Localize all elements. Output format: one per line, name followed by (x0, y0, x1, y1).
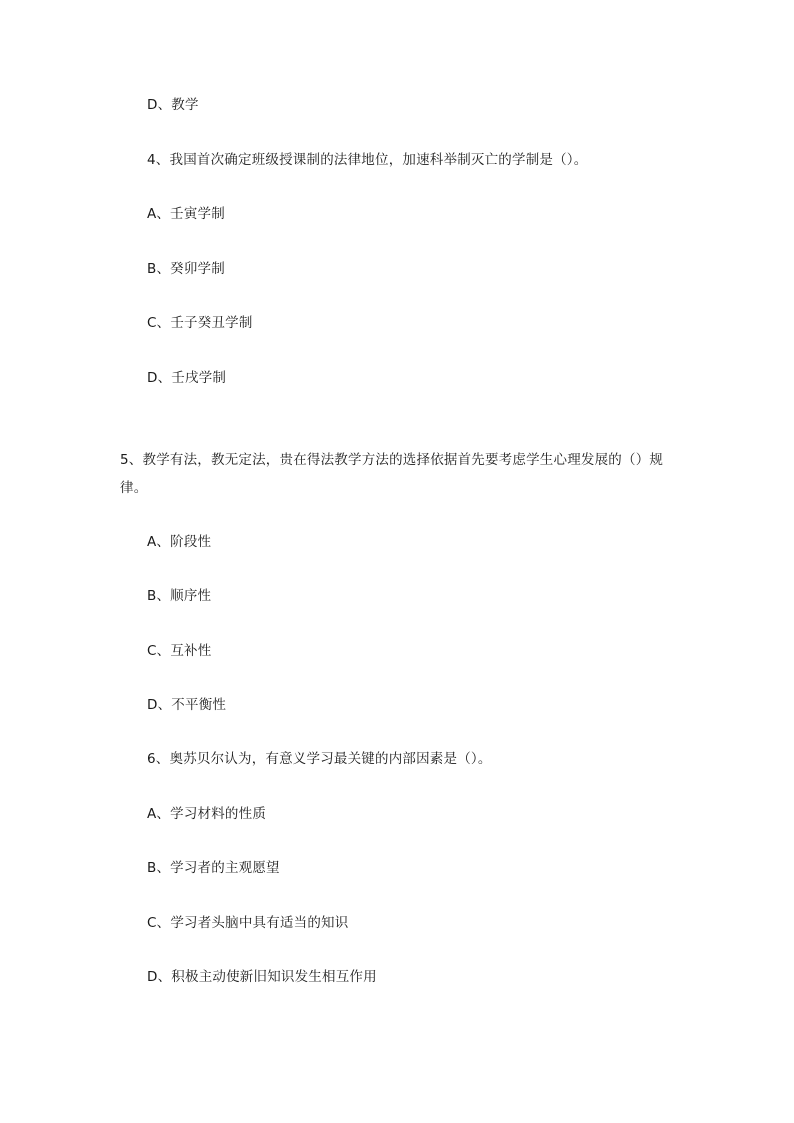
q6-stem: 6、奥苏贝尔认为，有意义学习最关键的内部因素是（）。 (147, 751, 492, 767)
q3-option-d: D、教学 (147, 97, 199, 113)
q6-option-c: C、学习者头脑中具有适当的知识 (147, 915, 349, 931)
q6-option-a: A、学习材料的性质 (147, 806, 267, 822)
q4-option-a: A、壬寅学制 (147, 206, 225, 222)
q4-stem: 4、我国首次确定班级授课制的法律地位，加速科举制灭亡的学制是（）。 (147, 152, 588, 168)
q6-option-b: B、学习者的主观愿望 (147, 860, 280, 876)
q5-option-a: A、阶段性 (147, 534, 212, 550)
q5-option-b: B、顺序性 (147, 588, 212, 604)
q5-stem-line2: 律。 (120, 480, 148, 496)
q5-stem-line1: 5、教学有法，教无定法，贵在得法教学方法的选择依据首先要考虑学生心理发展的（）规 (120, 452, 664, 468)
q6-option-d: D、积极主动使新旧知识发生相互作用 (147, 969, 377, 985)
q4-option-d: D、壬戌学制 (147, 370, 227, 386)
q4-option-c: C、壬子癸丑学制 (147, 315, 253, 331)
q5-option-d: D、不平衡性 (147, 697, 227, 713)
q5-option-c: C、互补性 (147, 643, 212, 659)
q4-option-b: B、癸卯学制 (147, 261, 225, 277)
